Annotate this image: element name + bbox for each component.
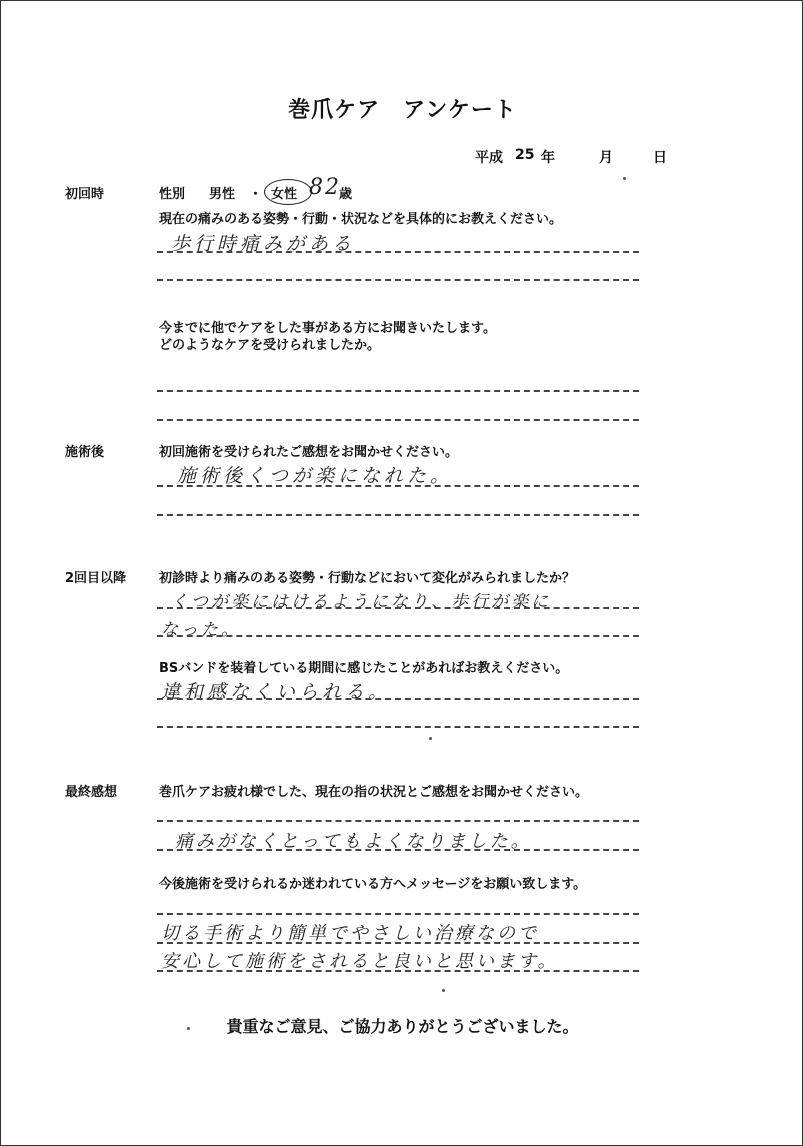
answer-line <box>157 942 639 944</box>
age-unit: 歳 <box>339 187 353 202</box>
answer-line <box>157 485 639 487</box>
answer-line <box>157 607 639 609</box>
prior-care-question-2: どのようなケアを受けられましたか。 <box>159 338 381 353</box>
form-title: 巻爪ケア アンケート <box>288 98 517 123</box>
closing-message: 貴重なご意見、ご協力ありがとうございました。 <box>226 1017 579 1036</box>
answer-line <box>157 514 639 516</box>
after-treatment-question: 初回施術を受けられたご感想をお聞かせください。 <box>159 445 459 460</box>
date-month-unit: 月 <box>599 150 613 166</box>
date-year: 25 <box>515 147 535 163</box>
message-answer-line-1: 切る手術より簡単でやさしい治療なので <box>161 923 539 944</box>
scan-speck <box>429 737 432 740</box>
answer-line <box>157 419 639 421</box>
gender-label: 性別 <box>159 187 186 202</box>
gender-female: 女性 <box>271 187 298 202</box>
answer-line <box>157 698 639 700</box>
after-treatment-answer: 施術後くつが楽になれた。 <box>177 465 454 487</box>
age-value: 82 <box>309 175 341 200</box>
section-label-after-treatment: 施術後 <box>65 445 105 460</box>
female-selected-circle <box>264 179 312 205</box>
answer-line <box>157 279 639 281</box>
answer-line <box>157 849 639 851</box>
pain-answer: 歩行時痛みがある <box>171 233 356 255</box>
date-year-unit: 年 <box>541 150 555 166</box>
gender-separator: ・ <box>249 187 263 202</box>
section-label-first-visit: 初回時 <box>65 187 105 202</box>
answer-line <box>157 913 639 915</box>
second-visit-answer-line-1: くつが楽にはけるようになり、歩行が楽に <box>171 592 551 612</box>
answer-line <box>157 726 639 728</box>
answer-line <box>157 251 639 253</box>
message-answer-line-2: 安心して施術をされると良いと思います。 <box>161 951 559 972</box>
second-visit-question: 初診時より痛みのある姿勢・行動などにおいて変化がみられましたか？ <box>159 571 576 586</box>
band-answer: 違和感なくいられる。 <box>161 681 392 703</box>
answer-line <box>157 635 639 637</box>
section-label-second-visit: 2回目以降 <box>65 571 127 586</box>
answer-line <box>157 970 639 972</box>
second-visit-answer-line-2: なった。 <box>161 620 241 640</box>
gender-male: 男性 <box>209 187 236 202</box>
prior-care-question-1: 今までに他でケアをした事がある方にお聞きいたします。 <box>159 321 496 336</box>
scan-speck <box>187 1027 190 1030</box>
date-era: 平成 <box>475 150 503 166</box>
band-question: BSバンドを装着している期間に感じたことがあればお教えください。 <box>159 661 569 676</box>
scan-speck <box>442 989 445 992</box>
final-question: 巻爪ケアお疲れ様でした、現在の指の状況とご感想をお聞かせください。 <box>159 785 589 800</box>
final-answer: 痛みがなくとってもよくなりました。 <box>175 831 532 852</box>
section-label-final: 最終感想 <box>65 785 118 800</box>
answer-line <box>157 390 639 392</box>
pain-question: 現在の痛みのある姿勢・行動・状況などを具体的にお教えください。 <box>159 212 563 227</box>
message-question: 今後施術を受けられるか迷われている方へメッセージをお願い致します。 <box>159 877 587 892</box>
date-day-unit: 日 <box>653 150 667 166</box>
scan-speck <box>623 177 626 180</box>
answer-line <box>157 820 639 822</box>
